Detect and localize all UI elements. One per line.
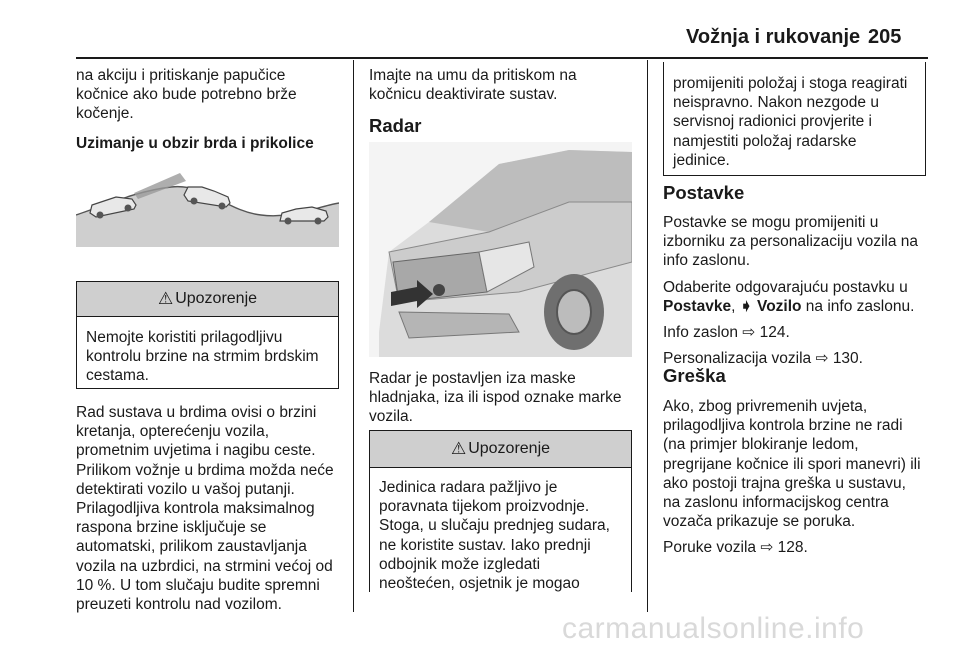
body-line: automatski, prilikom zaustavljanja <box>76 538 307 556</box>
warning-line: Nemojte koristiti prilagodljivu <box>86 329 283 346</box>
radar-car-illustration <box>369 142 632 357</box>
warning-line: Stoga, u slučaju prednjeg sudara, <box>379 517 610 535</box>
warning-line: neoštećen, osjetnik je mogao <box>379 575 580 593</box>
body-line: prometnim uvjetima i nagibu ceste. <box>76 442 316 460</box>
warning-triangle-icon: ⚠ <box>450 439 467 459</box>
settings-line: info zaslonu. <box>663 252 751 270</box>
body-line: detektirati vozilo u vašoj putanji. <box>76 480 295 498</box>
settings-line: izborniku za personalizaciju vozila na <box>663 233 919 251</box>
column-1 <box>76 66 346 153</box>
warning-line: servisnoj radionici provjerite i <box>673 113 872 131</box>
reference-label: Personalizacija vozila <box>663 350 812 368</box>
page-number: 205 <box>868 26 902 48</box>
column-divider-2 <box>647 60 648 612</box>
error-section <box>663 397 931 558</box>
body-line: Rad sustava u brdima ovisi o brzini <box>76 404 317 421</box>
reference-page: 124. <box>759 324 790 342</box>
settings-section <box>663 213 931 368</box>
page-title: Vožnja i rukovanje <box>686 26 861 48</box>
body-line: vozila na uzbrdici, na strmini većoj od <box>76 557 333 575</box>
warning-line: promijeniti položaj i stoga reagirati <box>673 75 908 92</box>
warning-line: cestama. <box>86 367 149 385</box>
warning-title: Upozorenje <box>175 290 258 308</box>
intro-line: Imajte na umu da pritiskom na <box>369 67 577 84</box>
settings-line: Postavke se mogu promijeniti u <box>663 214 879 231</box>
error-line: Ako, zbog privremenih uvjeta, <box>663 398 868 415</box>
menu-vehicle: Vozilo <box>752 297 802 315</box>
heading-radar: Radar <box>369 115 422 136</box>
watermark: carmanualsonline.info <box>562 612 865 645</box>
hills-body <box>76 403 351 614</box>
page-reference-arrow-icon: ⇨ <box>815 350 829 368</box>
header-divider <box>76 57 928 59</box>
warning-box-continued <box>663 62 926 176</box>
body-line: kretanja, opterećenju vozila, <box>76 423 270 441</box>
page-reference <box>663 538 931 557</box>
page-reference <box>663 323 931 342</box>
body-line: raspona brzine isključuje se <box>76 519 267 537</box>
warning-triangle-icon: ⚠ <box>157 289 174 309</box>
heading-error: Greška <box>663 365 726 386</box>
error-line: vozača prikazuje se poruka. <box>663 513 856 531</box>
warning-line: ne koristite sustav. Iako prednji <box>379 536 591 554</box>
subheading-hills: Uzimanje u obzir brda i prikolice <box>76 134 314 152</box>
error-line: (na primjer blokiranje ledom, <box>663 436 859 454</box>
intro-line: kočnice ako bude potrebno brže <box>76 86 297 104</box>
caption-line: hladnjaka, iza ili ispod oznake marke <box>369 389 622 407</box>
menu-settings: Postavke <box>663 297 732 315</box>
column-divider-1 <box>353 60 354 612</box>
warning-title: Upozorenje <box>468 440 551 458</box>
settings-line: Odaberite odgovarajuću postavku u <box>663 278 908 296</box>
body-line: preuzeti kontrolu nad vozilom. <box>76 596 282 614</box>
heading-settings: Postavke <box>663 182 745 203</box>
warning-box-radar <box>369 430 632 592</box>
page-reference-arrow-icon: ⇨ <box>742 324 756 342</box>
reference-label: Info zaslon <box>663 324 738 342</box>
menu-arrow-icon: ➧ <box>739 297 753 315</box>
warning-line: jedinice. <box>673 151 730 169</box>
intro-line: na akciju i pritiskanje papučice <box>76 67 286 84</box>
warning-line: kontrolu brzine na strmim brdskim <box>86 348 319 366</box>
warning-line: neispravno. Nakon nezgode u <box>673 94 879 112</box>
warning-header <box>77 282 338 317</box>
hills-illustration <box>76 163 339 247</box>
warning-box-hills <box>76 281 339 389</box>
warning-line: poravnata tijekom proizvodnje. <box>379 498 590 516</box>
page-reference-arrow-icon: ⇨ <box>760 539 774 557</box>
radar-caption <box>369 369 644 427</box>
settings-path <box>663 297 931 316</box>
error-line: pregrijane kočnice ili spori manevri) ili <box>663 455 921 473</box>
warning-line: Jedinica radara pažljivo je <box>379 479 558 496</box>
body-line: Prilagodljiva kontrola maksimalnog <box>76 500 315 518</box>
reference-page: 128. <box>777 539 808 557</box>
warning-line: odbojnik može izgledati <box>379 555 541 573</box>
error-line: ako postoji trajna greška u sustavu, <box>663 474 906 492</box>
reference-page: 130. <box>832 350 863 368</box>
intro-line: kočnicu deaktivirate sustav. <box>369 86 558 104</box>
error-line: na zaslonu informacijskog centra <box>663 494 889 512</box>
settings-tail: na info zaslonu. <box>801 297 915 315</box>
body-line: 10 %. U tom slučaju budite spremni <box>76 576 320 594</box>
body-line: Prilikom vožnje u brdima možda neće <box>76 461 334 479</box>
caption-line: Radar je postavljen iza maske <box>369 370 576 387</box>
caption-line: vozila. <box>369 408 413 426</box>
reference-label: Poruke vozila <box>663 539 757 557</box>
warning-header <box>370 431 631 468</box>
menu-separator: , <box>731 297 740 315</box>
warning-line: namjestiti položaj radarske <box>673 132 857 150</box>
intro-line: kočenje. <box>76 105 134 123</box>
error-line: prilagodljiva kontrola brzine ne radi <box>663 417 903 435</box>
column-2-intro <box>369 66 639 104</box>
